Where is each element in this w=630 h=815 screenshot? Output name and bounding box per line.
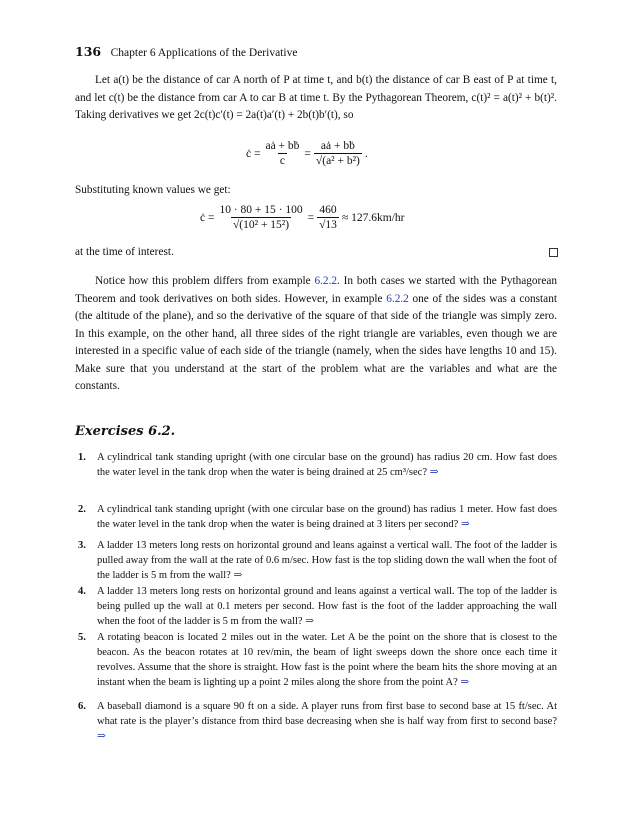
eq2-den1: √(10² + 15²) <box>232 219 290 231</box>
exercise-number: 6. <box>78 701 86 712</box>
eq2-lhs: ċ = <box>200 211 215 224</box>
eq2-approx: ≈ 127.6km/hr <box>341 211 405 224</box>
exercise-number: 4. <box>78 586 86 597</box>
exercise-item <box>78 699 557 744</box>
example-link-2[interactable]: 6.2.2 <box>386 292 409 305</box>
intro-paragraph: Let a(t) be the distance of car A north of P at time t, and b(t) the distance of car B east of P at time t, and let c(t) be the distance from car A to car B at time t. By the Pythagorean Theorem, c(t)² = a(t)² + b(t)². Taking derivatives we get 2c(t)c′(t) = 2a(t)a′(t) + 2b(t)b′(t), so <box>75 74 557 121</box>
eq2-frac1 <box>217 204 304 231</box>
substitution-text: Substituting known values we get: <box>75 184 231 196</box>
qed-box-icon <box>549 248 558 257</box>
exercise-text: A baseball diamond is a square 90 ft on a side. A player runs from first base to second base at 15 ft/sec. At what rate is the player’s distance from third base decreasing when she is half way from first to second base? <box>97 701 557 727</box>
eq1-period: . <box>364 147 368 160</box>
exercise-text: A cylindrical tank standing upright (with one circular base on the ground) has radius 1 meter. How fast does the water level in the tank drop when the water is being drained at 3 liters per second? <box>97 504 557 530</box>
exercise-item <box>78 502 557 532</box>
exercise-item <box>78 630 557 690</box>
notice-paragraph <box>75 273 557 396</box>
exercise-item <box>78 584 557 629</box>
notice-text-2: . In both cases we started with the Pythagorean Theorem and took derivatives on both sides. However, in example <box>75 275 557 305</box>
eq1-den1: c <box>279 155 285 167</box>
eq2-equals: = <box>307 211 315 224</box>
eq1-num2: aȧ + bḃ <box>320 140 355 152</box>
eq2-num2: 460 <box>319 204 337 216</box>
exercise-text: A ladder 13 meters long rests on horizontal ground and leans against a vertical wall. The foot of the ladder is pulled away from the wall at the rate of 0.6 m/sec. How fast is the top sliding down the wall when the foot of the ladder is 5 m from the wall? <box>97 540 557 581</box>
equation-substituted <box>200 204 404 231</box>
exercise-text: A rotating beacon is located 2 miles out in the water. Let A be the point on the shore that is closest to the beacon. As the beacon rotates at 10 rev/min, the beam of light sweeps down the shore once each time it revolves. Assume that the shore is straight. How fast is the point where the beam hits the shore moving at an instant when the beam is lighting up a point 2 miles along the shore from the point A? <box>97 632 557 688</box>
exercise-number: 5. <box>78 632 86 643</box>
answer-arrow-icon[interactable]: ⇒ <box>460 677 470 688</box>
chapter-title: Chapter 6 Applications of the Derivative <box>110 47 298 59</box>
eq2-num1: 10 · 80 + 15 · 100 <box>219 204 303 216</box>
exercise-text: A ladder 13 meters long rests on horizontal ground and leans against a vertical wall. The top of the ladder is being pulled up the wall at 0.1 meters per second. How fast is the foot of the ladder approaching the wall when the foot of the ladder is 5 m from the wall? <box>97 586 557 627</box>
answer-arrow-icon[interactable]: ⇒ <box>460 519 470 530</box>
exercise-item <box>78 450 557 480</box>
eq1-frac2 <box>314 140 362 167</box>
notice-text-3: one of the sides was a constant (the altitude of the plane), and so the derivative of the square of that side of the triangle was simply zero. In this example, on the other hand, all three sides of the right triangle are variables, even though we are interested in a specific value of each side of the triangle (namely, when the sides have lengths 10 and 15). Make sure that you understand at the start of the problem what are the variables and what are the constants. <box>75 292 557 392</box>
eq1-num1: aȧ + bḃ <box>265 140 300 152</box>
answer-arrow-icon[interactable]: ⇒ <box>233 570 243 581</box>
equation-c-dot <box>246 140 368 167</box>
eq2-den2: √13 <box>319 219 337 231</box>
exercise-number: 2. <box>78 504 86 515</box>
exercise-number: 1. <box>78 452 86 463</box>
page-number: 136 <box>75 44 102 59</box>
exercise-item <box>78 538 557 583</box>
eq1-den2: √(a² + b²) <box>315 155 360 167</box>
eq1-frac1 <box>263 140 301 167</box>
exercises-heading: Exercises 6.2. <box>75 424 176 439</box>
eq1-equals: = <box>304 147 311 160</box>
exercise-number: 3. <box>78 540 86 551</box>
eq1-lhs: ċ = <box>246 147 261 160</box>
running-header <box>75 44 297 59</box>
answer-arrow-icon[interactable]: ⇒ <box>97 731 106 742</box>
answer-arrow-icon[interactable]: ⇒ <box>305 616 315 627</box>
exercise-text: A cylindrical tank standing upright (with one circular base on the ground) has radius 20 cm. How fast does the water level in the tank drop when the water is being drained at 25 cm³/sec? <box>97 452 557 478</box>
answer-arrow-icon[interactable]: ⇒ <box>429 467 439 478</box>
example-link-1[interactable]: 6.2.2 <box>314 275 338 287</box>
time-of-interest: at the time of interest. <box>75 246 174 258</box>
eq2-frac2 <box>317 204 339 231</box>
notice-text-1: Notice how this problem differs from example <box>95 275 311 287</box>
